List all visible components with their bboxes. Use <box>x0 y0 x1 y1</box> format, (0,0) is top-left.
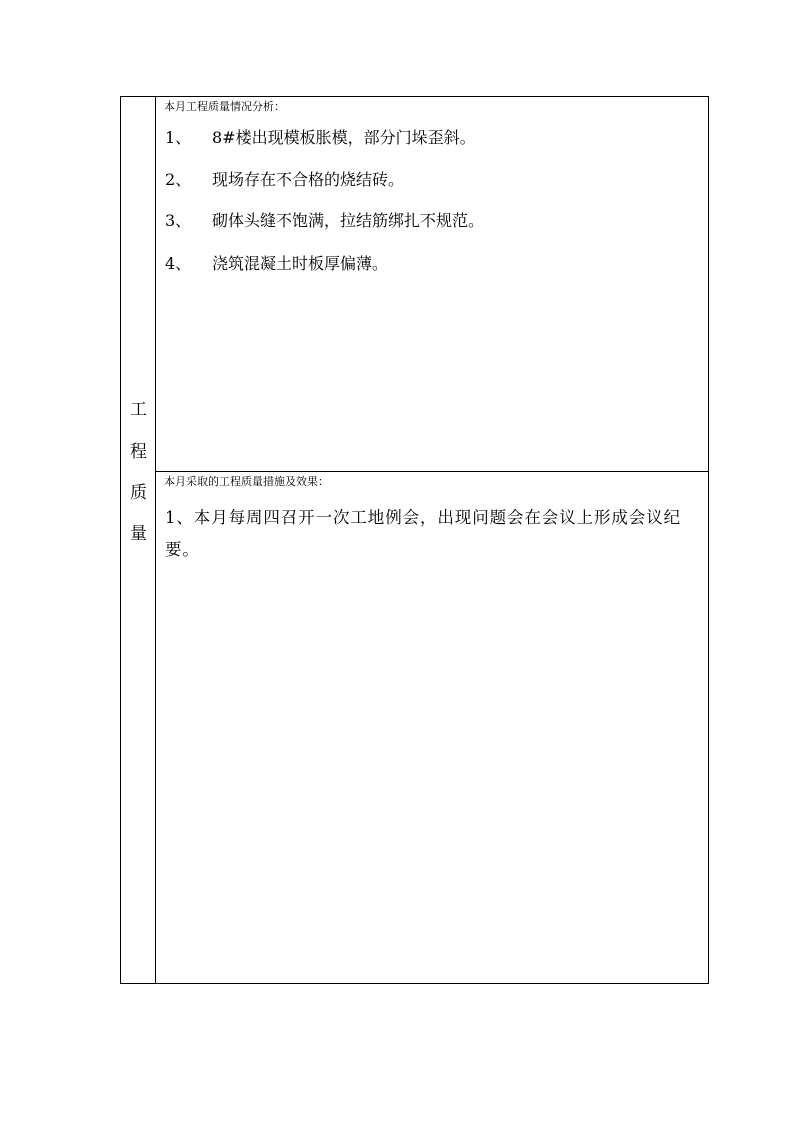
quality-analysis-section <box>156 97 708 472</box>
issue-number: 2、 <box>165 170 192 189</box>
issue-item <box>165 254 388 274</box>
issue-text: 现场存在不合格的烧结砖。 <box>212 170 405 189</box>
issue-item <box>165 128 476 148</box>
category-char: 量 <box>130 524 147 544</box>
issue-number: 4、 <box>165 254 192 273</box>
issue-number: 3、 <box>165 211 192 230</box>
analysis-heading: 本月工程质量情况分析： <box>164 100 285 113</box>
measure-text: 1、本月每周四召开一次工地例会，出现问题会在会议上形成会议纪要。 <box>165 508 681 559</box>
issue-item <box>165 170 404 190</box>
category-char: 程 <box>130 442 147 462</box>
issue-text: 浇筑混凝土时板厚偏薄。 <box>212 254 389 273</box>
measures-heading: 本月采取的工程质量措施及效果： <box>164 475 329 488</box>
quality-measures-section <box>156 472 708 983</box>
category-char: 质 <box>130 483 147 503</box>
issue-text: 砌体头缝不饱满，拉结筋绑扎不规范。 <box>212 211 485 230</box>
quality-report-table <box>120 96 709 984</box>
issue-text: 8#楼出现模板胀模，部分门垛歪斜。 <box>212 128 476 147</box>
issue-item <box>165 211 484 231</box>
issue-number: 1、 <box>165 128 192 147</box>
category-column <box>121 97 156 983</box>
category-char: 工 <box>130 400 147 420</box>
